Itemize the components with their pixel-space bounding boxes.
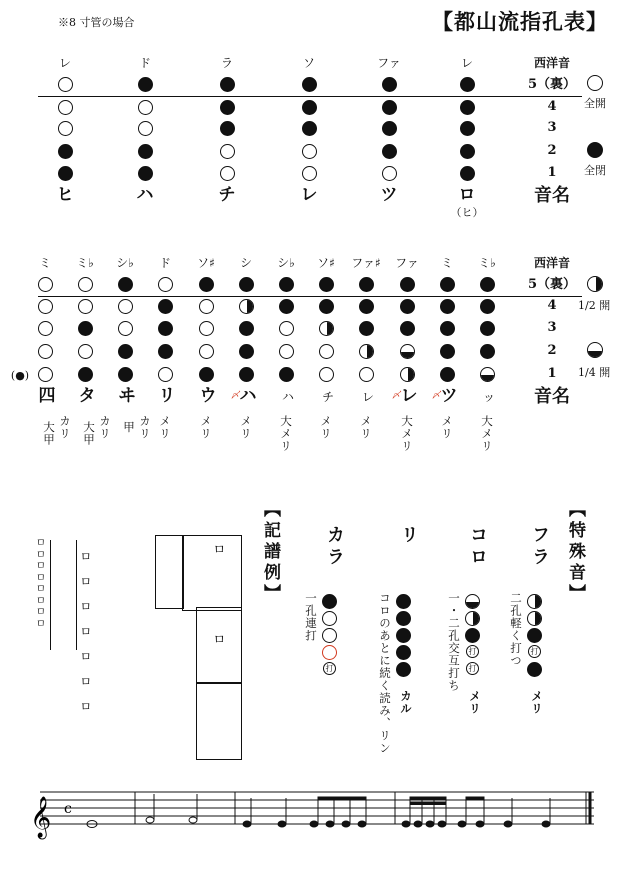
tone-hole-icon xyxy=(78,344,93,359)
tone-hole-icon xyxy=(460,77,475,92)
tone-hole-icon xyxy=(322,628,337,643)
western-label: 西洋音 xyxy=(533,56,570,70)
tone-hole-icon xyxy=(396,628,411,643)
quarter-fill xyxy=(466,602,480,609)
tone-hole-icon xyxy=(118,321,133,336)
red-mark: 〆 xyxy=(391,391,401,401)
notation-box-char: ㅁ xyxy=(213,633,226,648)
hole-number: 1 xyxy=(547,366,557,381)
tone-name: ツ xyxy=(440,386,458,406)
tone-hole-icon xyxy=(382,100,397,115)
note-label: ラ xyxy=(220,56,233,70)
tone-name: タ xyxy=(78,386,96,406)
name-label: 音名 xyxy=(534,185,570,206)
special-desc: 一・二孔交互打ち xyxy=(447,592,461,692)
tone-hole-icon xyxy=(199,321,214,336)
name-label: 音名 xyxy=(534,386,570,407)
hole-number: 3 xyxy=(547,120,557,135)
tone-hole-icon xyxy=(199,367,214,382)
special-desc: 二孔軽く打つ xyxy=(509,592,523,667)
technique-label: メリ xyxy=(319,415,333,440)
tone-name: ハ xyxy=(136,185,154,205)
tone-hole-icon xyxy=(220,100,235,115)
tone-hole-icon xyxy=(359,277,374,292)
note-label: レ xyxy=(460,56,473,70)
notation-box-small xyxy=(155,535,184,609)
half-hole-icon xyxy=(587,276,603,292)
tone-hole-icon xyxy=(480,344,495,359)
tone-hole-icon xyxy=(38,344,53,359)
tone-hole-icon xyxy=(78,321,93,336)
tone-subname: （ヒ） xyxy=(450,206,484,219)
technique-label: 大メリ xyxy=(480,415,494,453)
technique-label: メリ xyxy=(359,415,373,440)
tone-hole-icon xyxy=(440,277,455,292)
note-label: ミ xyxy=(440,256,453,270)
tone-name: ハ xyxy=(239,386,257,406)
tone-hole-icon xyxy=(440,299,455,314)
tone-hole-icon xyxy=(38,277,53,292)
technique-label: 甲 xyxy=(122,421,136,434)
tone-hole-icon xyxy=(359,367,374,382)
tone-hole-icon xyxy=(440,321,455,336)
tone-name: チ xyxy=(218,185,236,205)
technique-col xyxy=(318,415,334,440)
western-label: 西洋音 xyxy=(533,256,570,270)
tone-hole-icon xyxy=(400,344,415,359)
tone-hole-icon xyxy=(302,144,317,159)
technique-label: カリ xyxy=(98,415,112,440)
tone-name: 四 xyxy=(38,386,56,406)
tone-hole-icon xyxy=(220,121,235,136)
tone-hole-icon xyxy=(465,628,480,643)
tone-hole-icon xyxy=(465,594,480,609)
hole-number: 1 xyxy=(547,165,557,180)
tone-hole-icon xyxy=(199,344,214,359)
technique-label: メリ xyxy=(158,415,172,440)
technique-col xyxy=(278,415,294,453)
tone-hole-icon xyxy=(58,77,73,92)
quarter-fill xyxy=(481,375,495,382)
tone-name: ヒ xyxy=(56,185,74,205)
tone-hole-icon xyxy=(118,299,133,314)
tone-hole-icon xyxy=(302,100,317,115)
tone-name: ッ xyxy=(482,390,495,404)
tone-hole-icon xyxy=(158,299,173,314)
tone-hole-icon xyxy=(239,321,254,336)
hole5-label: 5（裏） xyxy=(527,77,577,92)
note-label: ソ♯ xyxy=(317,256,335,270)
notation-example-heading: 【記譜例】 xyxy=(260,500,280,605)
half-fill xyxy=(327,322,334,336)
tone-name: ロ xyxy=(458,185,476,205)
legend-half-label: 1/2 開 xyxy=(578,299,611,312)
half-fill xyxy=(535,595,542,609)
tone-hole-icon xyxy=(38,367,53,382)
tone-hole-icon xyxy=(279,344,294,359)
tap-icon: 打 xyxy=(528,645,541,658)
tone-hole-icon xyxy=(382,77,397,92)
tone-hole-icon xyxy=(465,611,480,626)
tone-name: ウ xyxy=(199,386,217,406)
tone-name: ハ xyxy=(281,390,294,404)
tone-hole-icon xyxy=(319,344,334,359)
notation-col-left: ㅁ ㅁ ㅁ ㅁ ㅁ ㅁ ㅁ ㅁ xyxy=(36,538,46,630)
technique-col xyxy=(77,415,113,446)
tone-hole-icon xyxy=(302,77,317,92)
legend-closed-label: 全閉 xyxy=(584,164,606,177)
tone-hole-icon xyxy=(480,299,495,314)
technique-label: カリ xyxy=(58,415,72,440)
note-label: ソ♯ xyxy=(197,256,215,270)
technique-label: 大メリ xyxy=(279,415,293,453)
tone-hole-icon xyxy=(527,594,542,609)
technique-col xyxy=(198,415,214,440)
tone-hole-icon xyxy=(480,277,495,292)
open-hole-icon xyxy=(587,75,603,91)
note-label: ソ xyxy=(302,56,315,70)
note-label: レ xyxy=(58,56,71,70)
tone-hole-icon xyxy=(38,299,53,314)
technique-label: メリ xyxy=(440,415,454,440)
half-fill xyxy=(473,612,480,626)
tone-hole-icon xyxy=(138,144,153,159)
legend-quarter-label: 1/4 開 xyxy=(578,366,611,379)
tone-hole-icon xyxy=(199,299,214,314)
technique-col xyxy=(157,415,173,440)
extra-hole-note: (●) xyxy=(10,369,30,382)
red-mark: 〆 xyxy=(431,391,441,401)
technique-label: 大メリ xyxy=(400,415,414,453)
notation-box xyxy=(196,682,242,760)
tone-hole-icon xyxy=(319,277,334,292)
tone-hole-icon xyxy=(359,344,374,359)
tone-hole-icon xyxy=(440,367,455,382)
tap-icon: 打 xyxy=(466,645,479,658)
tone-hole-icon xyxy=(480,367,495,382)
tone-hole-icon xyxy=(302,166,317,181)
note-label: ド xyxy=(138,56,151,70)
tone-hole-icon xyxy=(359,299,374,314)
tone-hole-icon xyxy=(220,166,235,181)
tone-hole-icon xyxy=(400,277,415,292)
tone-hole-icon xyxy=(382,121,397,136)
special-heading: 【特殊音】 xyxy=(565,500,585,605)
tone-hole-icon xyxy=(382,166,397,181)
technique-col xyxy=(399,415,415,453)
tone-hole-icon xyxy=(138,77,153,92)
technique-label: 大甲 xyxy=(42,421,56,446)
tone-hole-icon xyxy=(400,367,415,382)
tone-hole-icon xyxy=(78,277,93,292)
special-tag: メリ xyxy=(530,690,544,715)
red-mark: 〆 xyxy=(230,391,240,401)
tone-hole-icon xyxy=(158,344,173,359)
note-label: ミ♭ xyxy=(478,256,496,270)
music-staff xyxy=(0,780,619,840)
technique-col xyxy=(37,415,73,446)
tone-hole-icon xyxy=(220,144,235,159)
hole-number: 4 xyxy=(547,99,557,114)
tone-hole-icon xyxy=(58,100,73,115)
note-label: シ xyxy=(239,256,252,270)
hole5-label: 5（裏） xyxy=(527,277,577,292)
hole-number: 3 xyxy=(547,320,557,335)
hole-number: 2 xyxy=(547,143,557,158)
technique-col xyxy=(439,415,455,440)
technique-label: メリ xyxy=(199,415,213,440)
notation-box-char: ㅁ xyxy=(213,543,226,558)
tone-hole-icon xyxy=(38,321,53,336)
bar-line xyxy=(76,540,77,650)
divider-line xyxy=(38,96,582,97)
special-name: コロ xyxy=(467,525,488,569)
tone-hole-icon xyxy=(199,277,214,292)
tone-hole-icon xyxy=(58,121,73,136)
tap-icon: 打 xyxy=(323,662,336,675)
tone-hole-icon xyxy=(118,277,133,292)
special-tag: メリ xyxy=(468,690,482,715)
note-label: ミ♭ xyxy=(76,256,94,270)
tone-hole-icon xyxy=(118,367,133,382)
notation-col-mid: ㅁ ㅁ ㅁ ㅁ ㅁ ㅁ ㅁ xyxy=(80,550,92,714)
tone-hole-icon xyxy=(319,321,334,336)
quarter-fill xyxy=(401,352,415,359)
note-label: ミ xyxy=(38,256,51,270)
note-label: ファ xyxy=(377,56,401,70)
tone-hole-icon xyxy=(440,344,455,359)
half-fill xyxy=(408,368,415,382)
technique-label: メリ xyxy=(239,415,253,440)
tone-hole-icon xyxy=(118,344,133,359)
tone-hole-icon xyxy=(382,144,397,159)
tone-hole-icon xyxy=(527,628,542,643)
technique-col xyxy=(117,415,153,440)
special-name: カラ xyxy=(324,525,345,569)
technique-label: 大甲 xyxy=(82,421,96,446)
tone-hole-icon xyxy=(58,166,73,181)
special-desc: 一孔連打 xyxy=(304,592,318,642)
special-name: フラ xyxy=(529,525,550,569)
page-title: 【都山流指孔表】 xyxy=(432,9,608,34)
tone-name: レ xyxy=(300,185,318,205)
technique-col xyxy=(479,415,495,453)
tone-hole-icon xyxy=(279,367,294,382)
tone-hole-icon xyxy=(396,645,411,660)
tone-hole-icon xyxy=(527,611,542,626)
special-desc: コロのあとに続く読み、リン xyxy=(378,592,392,755)
tone-hole-icon xyxy=(239,344,254,359)
hole-number: 2 xyxy=(547,343,557,358)
tone-hole-icon xyxy=(460,144,475,159)
tone-hole-icon xyxy=(396,662,411,677)
tone-hole-icon xyxy=(527,662,542,677)
tone-hole-icon xyxy=(158,277,173,292)
quarter-hole-icon xyxy=(587,342,603,358)
tone-name: ツ xyxy=(380,185,398,205)
tone-name: チ xyxy=(321,390,334,404)
page-note: ※8 寸管の場合 xyxy=(58,16,135,29)
tone-hole-icon xyxy=(480,321,495,336)
tone-hole-icon xyxy=(279,299,294,314)
tone-hole-icon xyxy=(279,277,294,292)
tone-hole-icon xyxy=(78,367,93,382)
half-fill xyxy=(247,300,254,314)
tone-hole-icon xyxy=(319,367,334,382)
tone-hole-icon xyxy=(239,277,254,292)
svg-text:c: c xyxy=(64,801,72,817)
tone-hole-icon xyxy=(138,121,153,136)
special-name: リ xyxy=(398,525,419,547)
tone-hole-icon xyxy=(319,299,334,314)
tone-name: レ xyxy=(361,390,374,404)
bar-line xyxy=(50,540,51,650)
tone-name: リ xyxy=(158,386,176,406)
divider-line xyxy=(38,296,582,297)
special-tag: カル xyxy=(399,690,413,715)
tone-hole-icon xyxy=(396,611,411,626)
tone-hole-icon xyxy=(322,611,337,626)
tone-hole-icon xyxy=(158,321,173,336)
tone-hole-icon xyxy=(359,321,374,336)
note-label: ド xyxy=(158,256,171,270)
tone-hole-icon xyxy=(322,594,337,609)
treble-clef-icon: 𝄞 xyxy=(30,797,52,838)
technique-col xyxy=(358,415,374,440)
tone-hole-icon xyxy=(279,321,294,336)
closed-hole-icon xyxy=(587,142,603,158)
tone-hole-icon xyxy=(239,367,254,382)
technique-col xyxy=(238,415,254,440)
tone-hole-icon xyxy=(302,121,317,136)
tone-hole-icon xyxy=(138,100,153,115)
half-fill xyxy=(535,612,542,626)
technique-label: カリ xyxy=(138,415,152,440)
note-label: シ♭ xyxy=(277,256,295,270)
tone-hole-icon xyxy=(322,645,337,660)
hole-number: 4 xyxy=(547,298,557,313)
legend-open-label: 全開 xyxy=(584,97,606,110)
notation-box xyxy=(182,535,242,611)
tone-hole-icon xyxy=(239,299,254,314)
tone-hole-icon xyxy=(220,77,235,92)
tone-hole-icon xyxy=(460,100,475,115)
tone-hole-icon xyxy=(58,144,73,159)
tone-hole-icon xyxy=(138,166,153,181)
note-label: ファ xyxy=(395,256,419,270)
tone-hole-icon xyxy=(396,594,411,609)
tone-name: レ xyxy=(400,386,418,406)
tone-hole-icon xyxy=(400,321,415,336)
tone-hole-icon xyxy=(78,299,93,314)
note-label: シ♭ xyxy=(116,256,134,270)
half-fill xyxy=(367,345,374,359)
note-label: ファ♯ xyxy=(351,256,381,270)
tone-hole-icon xyxy=(400,299,415,314)
tone-hole-icon xyxy=(460,121,475,136)
tone-hole-icon xyxy=(460,166,475,181)
tone-hole-icon xyxy=(158,367,173,382)
tap-icon: 打 xyxy=(466,662,479,675)
tone-name: ヰ xyxy=(118,386,136,406)
